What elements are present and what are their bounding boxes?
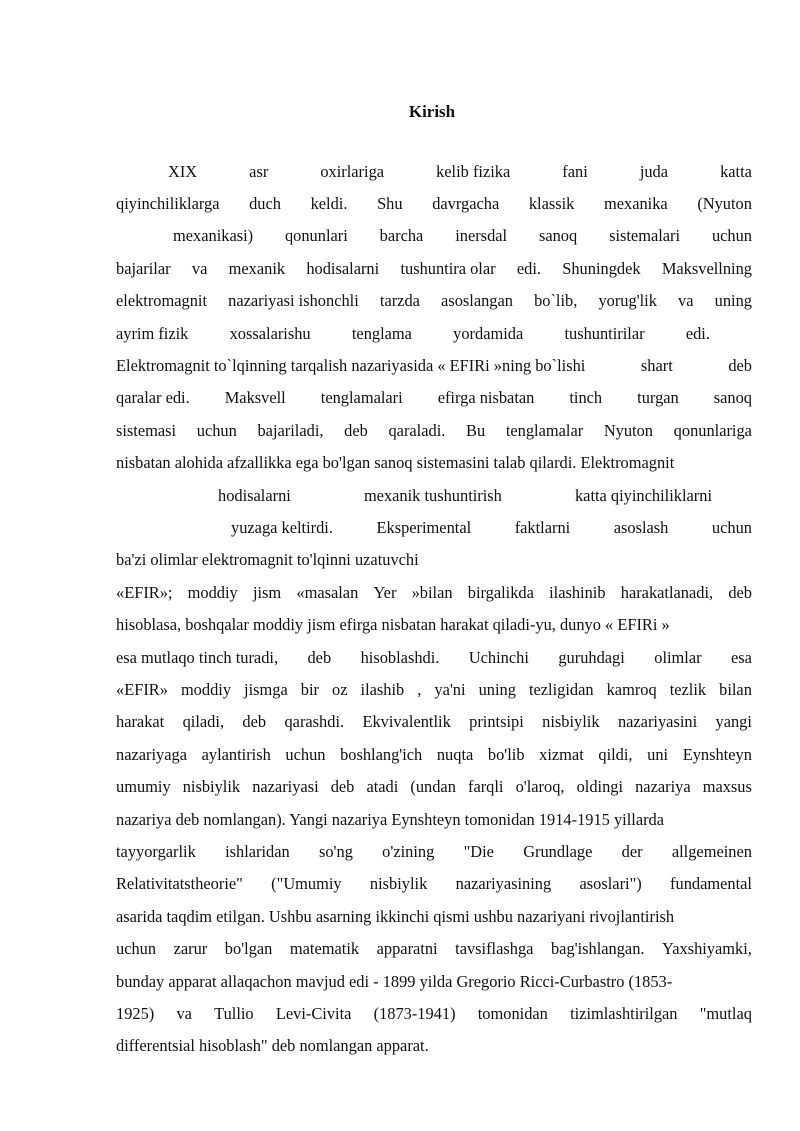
text-run: qildi, (598, 745, 633, 764)
text-run: bajarilar (116, 259, 171, 278)
text-run: nazariya deb nomlangan). Yangi nazariya Eynshteyn tomonidan 1914-1915 yillarda (116, 810, 665, 829)
text-run: va (678, 291, 694, 310)
text-run: qaralar edi. (116, 388, 190, 407)
text-run: Yer (373, 583, 397, 602)
text-run: uning (478, 680, 516, 699)
text-run: tezlik (669, 680, 707, 699)
text-run: Maksvellning (661, 259, 752, 278)
text-run: nuqta (436, 745, 474, 764)
text-line (116, 194, 752, 214)
text-run: oldingi (576, 777, 624, 796)
text-run: asoslash (613, 518, 669, 537)
text-run: birgalikda (467, 583, 534, 602)
text-run: qaraladi. (388, 421, 446, 440)
text-run: Tullio (214, 1004, 254, 1023)
text-run: maxsus (702, 777, 752, 796)
text-line (116, 324, 710, 344)
text-run: bo`lib, (534, 291, 578, 310)
text-run: farqli (467, 777, 504, 796)
text-run: zarur (173, 939, 208, 958)
text-line (116, 648, 752, 668)
text-run: (Nyuton (697, 194, 752, 213)
text-run: sanoq (713, 388, 752, 407)
text-run: jismga (244, 680, 288, 699)
text-line (231, 518, 752, 538)
text-run: shart (640, 356, 673, 375)
text-run: nazariyaga (116, 745, 187, 764)
text-run: nazariyasi (252, 777, 319, 796)
text-run: «EFIR»; (116, 583, 173, 602)
text-line (116, 745, 752, 765)
text-line (116, 874, 752, 894)
text-run: mexanikasi) (173, 226, 254, 245)
text-run: bajariladi, (257, 421, 324, 440)
text-run: nisbatan alohida afzallikka ega bo'lgan sanoq sistemasini talab qilardi. Elektromagnit (116, 453, 675, 472)
text-run: edi. (685, 324, 710, 343)
text-run: bo'lgan (224, 939, 273, 958)
text-run: tavsiflashga (455, 939, 534, 958)
text-run: uchun (711, 226, 752, 245)
text-run: deb (728, 356, 752, 375)
text-run: edi. (516, 259, 541, 278)
text-run: Nyuton (603, 421, 654, 440)
text-run: hisoblashdi. (360, 648, 440, 667)
text-run: Maksvell (224, 388, 286, 407)
text-run: tayyorgarlik (116, 842, 196, 861)
text-run: differentsial hisoblash" deb nomlangan apparat. (116, 1036, 429, 1055)
text-run: bir (300, 680, 319, 699)
text-run: Eynshteyn (682, 745, 752, 764)
text-run: »bilan (411, 583, 453, 602)
text-run: hodisalarni (306, 259, 380, 278)
text-run: moddiy (187, 583, 238, 602)
text-run: Shu (377, 194, 403, 213)
text-run: deb (344, 421, 368, 440)
text-line (116, 907, 752, 927)
text-run: kamroq (606, 680, 657, 699)
text-run: guruhdagi (558, 648, 625, 667)
text-run: ishlaridan (225, 842, 290, 861)
text-run: "Die (463, 842, 494, 861)
text-run: deb (728, 583, 752, 602)
text-line (116, 583, 752, 603)
text-run: Levi-Civita (275, 1004, 352, 1023)
text-run: tezligidan (528, 680, 594, 699)
text-run: hisoblasa, boshqalar moddiy jism efirga nisbatan harakat qiladi-yu, dunyo « EFIRi » (116, 615, 670, 634)
page-title: Kirish (408, 102, 456, 121)
text-run: ba'zi olimlar elektromagnit to'lqinni uzatuvchi (116, 550, 419, 569)
text-run: boshlang'ich (340, 745, 423, 764)
text-run: (undan (410, 777, 456, 796)
text-line (116, 1004, 752, 1024)
text-run: yorug'lik (598, 291, 657, 310)
text-run: matematik (289, 939, 360, 958)
text-run: umumiy (116, 777, 171, 796)
text-run: harakat (116, 712, 165, 731)
text-run: Yaxshiyamki, (662, 939, 752, 958)
text-run: asoslangan (441, 291, 513, 310)
text-run: qiladi, (182, 712, 225, 731)
text-line (116, 680, 752, 700)
text-line (116, 712, 752, 732)
text-run: deb (330, 777, 355, 796)
text-run: asoslari") (579, 874, 642, 893)
text-run: duch (249, 194, 281, 213)
text-run: harakatlanadi, (620, 583, 714, 602)
text-run: turgan (637, 388, 679, 407)
text-run: printsipi (469, 712, 524, 731)
text-run: «masalan (296, 583, 359, 602)
text-run: mexanik tushuntirish (363, 486, 502, 505)
text-run: Uchinchi (468, 648, 529, 667)
text-run: nazariyasining (455, 874, 552, 893)
text-run: sistemalari (609, 226, 681, 245)
text-run: klassik (528, 194, 575, 213)
text-run: (1873-1941) (373, 1004, 456, 1023)
text-run: va (176, 1004, 192, 1023)
text-run: uchun (116, 939, 157, 958)
text-run: nazariyasini (617, 712, 698, 731)
text-run: faktlarni (514, 518, 571, 537)
text-line (116, 550, 465, 570)
text-run: fani (562, 162, 588, 181)
text-run: nisbiylik (369, 874, 428, 893)
text-line (116, 291, 752, 311)
text-run: ilashinib (549, 583, 606, 602)
text-run: yuzaga keltirdi. (231, 518, 333, 537)
text-run: qiyinchiliklarga (116, 194, 220, 213)
text-run: xossalarishu (229, 324, 311, 343)
text-run: uchun (196, 421, 237, 440)
text-line (116, 1036, 752, 1056)
text-run: esa mutlaqo tinch turadi, (116, 648, 279, 667)
text-run: uni (647, 745, 669, 764)
text-run: Elektromagnit to`lqinning tarqalish nazariyasida « EFIRi »ning bo`lishi (116, 356, 586, 375)
text-run: mexanik (228, 259, 286, 278)
text-run: der (621, 842, 643, 861)
text-run: tenglamalar (505, 421, 584, 440)
text-run: o'laroq, (515, 777, 565, 796)
text-line (116, 842, 752, 862)
text-run: elektromagnit (116, 291, 208, 310)
text-run: davrgacha (432, 194, 500, 213)
text-run: tushuntirilar (564, 324, 645, 343)
text-run: va (191, 259, 208, 278)
text-run: sistemasi (116, 421, 177, 440)
text-run: apparatni (376, 939, 438, 958)
text-run: Relativitatstheorie" (116, 874, 243, 893)
text-run: fundamental (670, 874, 752, 893)
text-run: bunday apparat allaqachon mavjud edi - 1899 yilda Gregorio Ricci-Curbastro (1853- (116, 972, 673, 991)
text-run: deb (242, 712, 267, 731)
text-run: nisbiylik (182, 777, 241, 796)
text-run: tarzda (379, 291, 420, 310)
text-run: tinch (569, 388, 603, 407)
text-run: allgemeinen (671, 842, 752, 861)
text-run: so'ng (318, 842, 353, 861)
text-run: , (417, 680, 422, 699)
text-run: asr (249, 162, 269, 181)
text-run: xizmat (539, 745, 584, 764)
text-run: ("Umumiy (271, 874, 342, 893)
text-run: yordamida (453, 324, 524, 343)
text-run: barcha (379, 226, 424, 245)
text-run: tenglamalari (320, 388, 403, 407)
text-run: efirga nisbatan (437, 388, 535, 407)
text-run: jism (252, 583, 282, 602)
text-run: Eksperimental (376, 518, 472, 537)
text-line (116, 810, 752, 830)
text-run: asarida taqdim etilgan. Ushbu asarning ikkinchi qismi ushbu nazariyani rivojlantirish (116, 907, 675, 926)
text-run: ayrim fizik (116, 324, 189, 343)
text-run: moddiy (180, 680, 232, 699)
text-run: aylantirish (201, 745, 271, 764)
text-run: mexanika (603, 194, 668, 213)
text-run: uning (714, 291, 752, 310)
text-run: qonunlari (284, 226, 348, 245)
text-run: XIX (168, 162, 198, 181)
text-run: 1925) (116, 1004, 155, 1023)
text-line (116, 972, 752, 992)
text-run: katta qiyinchiliklarni (574, 486, 712, 505)
text-run: sanoq (538, 226, 578, 245)
text-line (116, 421, 752, 441)
text-run: "mutlaq (699, 1004, 752, 1023)
text-run: tomonidan (477, 1004, 548, 1023)
text-line (116, 388, 752, 408)
text-line (116, 615, 752, 635)
text-run: hodisalarni (218, 486, 291, 505)
text-run: bo'lib (487, 745, 525, 764)
text-run: juda (639, 162, 669, 181)
text-run: ilashib (360, 680, 405, 699)
text-run: oz (332, 680, 348, 699)
text-line (116, 939, 752, 959)
text-run: Grundlage (523, 842, 593, 861)
text-run: qarashdi. (284, 712, 345, 731)
text-run: Shuningdek (562, 259, 641, 278)
text-run: oxirlariga (320, 162, 385, 181)
text-run: nazariya (635, 777, 691, 796)
text-run: ya'ni (434, 680, 466, 699)
text-run: o'zining (382, 842, 435, 861)
text-run: nisbiylik (542, 712, 600, 731)
text-run: Bu (466, 421, 486, 440)
text-run: «EFIR» (116, 680, 168, 699)
text-run: keldi. (310, 194, 348, 213)
text-run: bilan (719, 680, 752, 699)
text-run: olimlar (654, 648, 702, 667)
text-run: uchun (285, 745, 326, 764)
text-run: nazariyasi ishonchli (228, 291, 359, 310)
text-run: tenglama (351, 324, 412, 343)
text-run: inersdal (455, 226, 508, 245)
text-run: esa (731, 648, 752, 667)
text-run: bag'ishlangan. (550, 939, 645, 958)
text-run: tushuntira olar (400, 259, 496, 278)
text-run: katta (720, 162, 752, 181)
text-run: deb (307, 648, 332, 667)
text-run: Ekvivalentlik (362, 712, 451, 731)
text-line (168, 162, 752, 182)
text-line (116, 777, 752, 797)
text-line (116, 259, 752, 279)
text-line (116, 356, 752, 376)
text-run: atadi (366, 777, 399, 796)
text-run: qonunlariga (673, 421, 752, 440)
text-run: tizimlashtirilgan (570, 1004, 678, 1023)
text-run: kelib fizika (436, 162, 511, 181)
text-line (173, 226, 752, 246)
text-run: uchun (711, 518, 752, 537)
text-run: yangi (715, 712, 752, 731)
text-line (116, 453, 752, 473)
text-line (218, 486, 712, 506)
